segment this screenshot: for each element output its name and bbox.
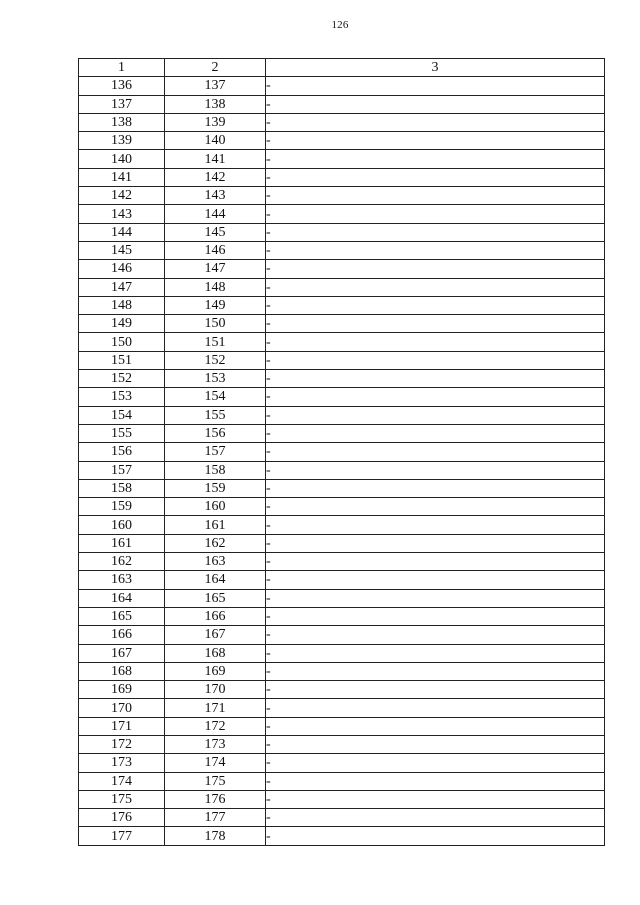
cell-col-3: -: [266, 626, 605, 644]
cell-col-2: 137: [165, 77, 266, 95]
cell-col-2: 140: [165, 132, 266, 150]
cell-col-1: 154: [79, 406, 165, 424]
cell-col-3: -: [266, 95, 605, 113]
cell-col-2: 141: [165, 150, 266, 168]
table-row: [79, 443, 605, 461]
table-row: [79, 589, 605, 607]
cell-col-1: 147: [79, 278, 165, 296]
cell-col-2: 158: [165, 461, 266, 479]
table-row: [79, 150, 605, 168]
cell-col-3: -: [266, 571, 605, 589]
cell-col-2: 162: [165, 534, 266, 552]
cell-col-1: 141: [79, 168, 165, 186]
page-number: 126: [331, 19, 349, 31]
cell-col-1: 149: [79, 315, 165, 333]
cell-col-2: 147: [165, 260, 266, 278]
cell-col-2: 156: [165, 424, 266, 442]
cell-col-2: 177: [165, 809, 266, 827]
cell-col-2: 153: [165, 370, 266, 388]
table-row: [79, 809, 605, 827]
table-row: [79, 790, 605, 808]
cell-col-1: 151: [79, 351, 165, 369]
table-row: [79, 754, 605, 772]
table-row: [79, 772, 605, 790]
table-row: [79, 607, 605, 625]
cell-col-2: 143: [165, 187, 266, 205]
cell-col-1: 145: [79, 241, 165, 259]
cell-col-1: 161: [79, 534, 165, 552]
table-row: [79, 516, 605, 534]
cell-col-2: 149: [165, 296, 266, 314]
table-row: [79, 388, 605, 406]
cell-col-1: 172: [79, 735, 165, 753]
cell-col-3: -: [266, 223, 605, 241]
cell-col-1: 146: [79, 260, 165, 278]
cell-col-3: -: [266, 406, 605, 424]
cell-col-1: 137: [79, 95, 165, 113]
cell-col-2: 142: [165, 168, 266, 186]
table-row: [79, 223, 605, 241]
table-row: [79, 351, 605, 369]
cell-col-1: 171: [79, 717, 165, 735]
table-row: [79, 370, 605, 388]
cell-col-2: 175: [165, 772, 266, 790]
cell-col-3: -: [266, 241, 605, 259]
table-row: [79, 241, 605, 259]
cell-col-1: 168: [79, 662, 165, 680]
cell-col-3: -: [266, 278, 605, 296]
cell-col-1: 157: [79, 461, 165, 479]
cell-col-3: -: [266, 644, 605, 662]
cell-col-1: 150: [79, 333, 165, 351]
cell-col-3: -: [266, 205, 605, 223]
cell-col-2: 166: [165, 607, 266, 625]
table-row: [79, 735, 605, 753]
cell-col-2: 138: [165, 95, 266, 113]
cell-col-2: 145: [165, 223, 266, 241]
cell-col-1: 165: [79, 607, 165, 625]
cell-col-1: 174: [79, 772, 165, 790]
cell-col-1: 164: [79, 589, 165, 607]
cell-col-1: 152: [79, 370, 165, 388]
table-row: [79, 681, 605, 699]
column-header-3: 3: [266, 59, 605, 77]
cell-col-2: 152: [165, 351, 266, 369]
cell-col-1: 142: [79, 187, 165, 205]
table-row: [79, 296, 605, 314]
table-row: [79, 553, 605, 571]
cell-col-3: -: [266, 351, 605, 369]
cell-col-3: -: [266, 150, 605, 168]
table-row: [79, 333, 605, 351]
cell-col-3: -: [266, 827, 605, 845]
cell-col-3: -: [266, 388, 605, 406]
cell-col-2: 139: [165, 113, 266, 131]
cell-col-2: 174: [165, 754, 266, 772]
cell-col-1: 144: [79, 223, 165, 241]
table-row: [79, 278, 605, 296]
cell-col-3: -: [266, 479, 605, 497]
cell-col-1: 136: [79, 77, 165, 95]
cell-col-2: 172: [165, 717, 266, 735]
cell-col-2: 168: [165, 644, 266, 662]
cell-col-3: -: [266, 699, 605, 717]
table-row: [79, 644, 605, 662]
column-header-2: 2: [165, 59, 266, 77]
table-body: [79, 77, 605, 845]
table-row: [79, 95, 605, 113]
table-row: [79, 406, 605, 424]
cell-col-3: -: [266, 772, 605, 790]
cell-col-1: 158: [79, 479, 165, 497]
cell-col-3: -: [266, 589, 605, 607]
cell-col-2: 169: [165, 662, 266, 680]
data-table: [78, 58, 605, 846]
cell-col-3: -: [266, 296, 605, 314]
cell-col-3: -: [266, 132, 605, 150]
cell-col-1: 148: [79, 296, 165, 314]
cell-col-2: 150: [165, 315, 266, 333]
cell-col-2: 144: [165, 205, 266, 223]
table-row: [79, 626, 605, 644]
cell-col-3: -: [266, 754, 605, 772]
cell-col-3: -: [266, 443, 605, 461]
cell-col-1: 138: [79, 113, 165, 131]
cell-col-3: -: [266, 681, 605, 699]
cell-col-3: -: [266, 461, 605, 479]
cell-col-1: 169: [79, 681, 165, 699]
cell-col-2: 164: [165, 571, 266, 589]
cell-col-3: -: [266, 187, 605, 205]
cell-col-1: 155: [79, 424, 165, 442]
cell-col-1: 156: [79, 443, 165, 461]
cell-col-2: 165: [165, 589, 266, 607]
cell-col-2: 170: [165, 681, 266, 699]
cell-col-3: -: [266, 168, 605, 186]
cell-col-3: -: [266, 424, 605, 442]
cell-col-3: -: [266, 607, 605, 625]
cell-col-2: 159: [165, 479, 266, 497]
cell-col-1: 153: [79, 388, 165, 406]
cell-col-2: 148: [165, 278, 266, 296]
cell-col-1: 139: [79, 132, 165, 150]
column-header-1: 1: [79, 59, 165, 77]
cell-col-2: 157: [165, 443, 266, 461]
cell-col-2: 176: [165, 790, 266, 808]
table-row: [79, 187, 605, 205]
cell-col-3: -: [266, 333, 605, 351]
cell-col-1: 173: [79, 754, 165, 772]
cell-col-1: 177: [79, 827, 165, 845]
cell-col-1: 143: [79, 205, 165, 223]
cell-col-2: 154: [165, 388, 266, 406]
table-row: [79, 424, 605, 442]
table-row: [79, 827, 605, 845]
table-row: [79, 113, 605, 131]
cell-col-1: 162: [79, 553, 165, 571]
cell-col-3: -: [266, 315, 605, 333]
table-row: [79, 662, 605, 680]
cell-col-3: -: [266, 553, 605, 571]
table-header-row: [79, 59, 605, 77]
table-row: [79, 717, 605, 735]
cell-col-1: 140: [79, 150, 165, 168]
cell-col-3: -: [266, 260, 605, 278]
cell-col-1: 166: [79, 626, 165, 644]
cell-col-3: -: [266, 113, 605, 131]
table-row: [79, 260, 605, 278]
cell-col-2: 163: [165, 553, 266, 571]
cell-col-2: 167: [165, 626, 266, 644]
cell-col-1: 167: [79, 644, 165, 662]
cell-col-3: -: [266, 662, 605, 680]
cell-col-2: 173: [165, 735, 266, 753]
cell-col-1: 159: [79, 498, 165, 516]
table-row: [79, 168, 605, 186]
table-row: [79, 315, 605, 333]
cell-col-2: 161: [165, 516, 266, 534]
cell-col-2: 146: [165, 241, 266, 259]
cell-col-3: -: [266, 790, 605, 808]
cell-col-2: 178: [165, 827, 266, 845]
table-row: [79, 77, 605, 95]
table-row: [79, 461, 605, 479]
cell-col-3: -: [266, 516, 605, 534]
cell-col-1: 176: [79, 809, 165, 827]
cell-col-3: -: [266, 809, 605, 827]
cell-col-3: -: [266, 717, 605, 735]
table-row: [79, 479, 605, 497]
cell-col-2: 151: [165, 333, 266, 351]
cell-col-3: -: [266, 370, 605, 388]
cell-col-3: -: [266, 735, 605, 753]
cell-col-2: 160: [165, 498, 266, 516]
table-row: [79, 571, 605, 589]
cell-col-1: 163: [79, 571, 165, 589]
table-row: [79, 205, 605, 223]
cell-col-2: 155: [165, 406, 266, 424]
cell-col-3: -: [266, 534, 605, 552]
table-row: [79, 132, 605, 150]
cell-col-1: 170: [79, 699, 165, 717]
cell-col-1: 175: [79, 790, 165, 808]
table-row: [79, 534, 605, 552]
cell-col-3: -: [266, 77, 605, 95]
cell-col-1: 160: [79, 516, 165, 534]
table-row: [79, 699, 605, 717]
cell-col-3: -: [266, 498, 605, 516]
cell-col-2: 171: [165, 699, 266, 717]
table-row: [79, 498, 605, 516]
